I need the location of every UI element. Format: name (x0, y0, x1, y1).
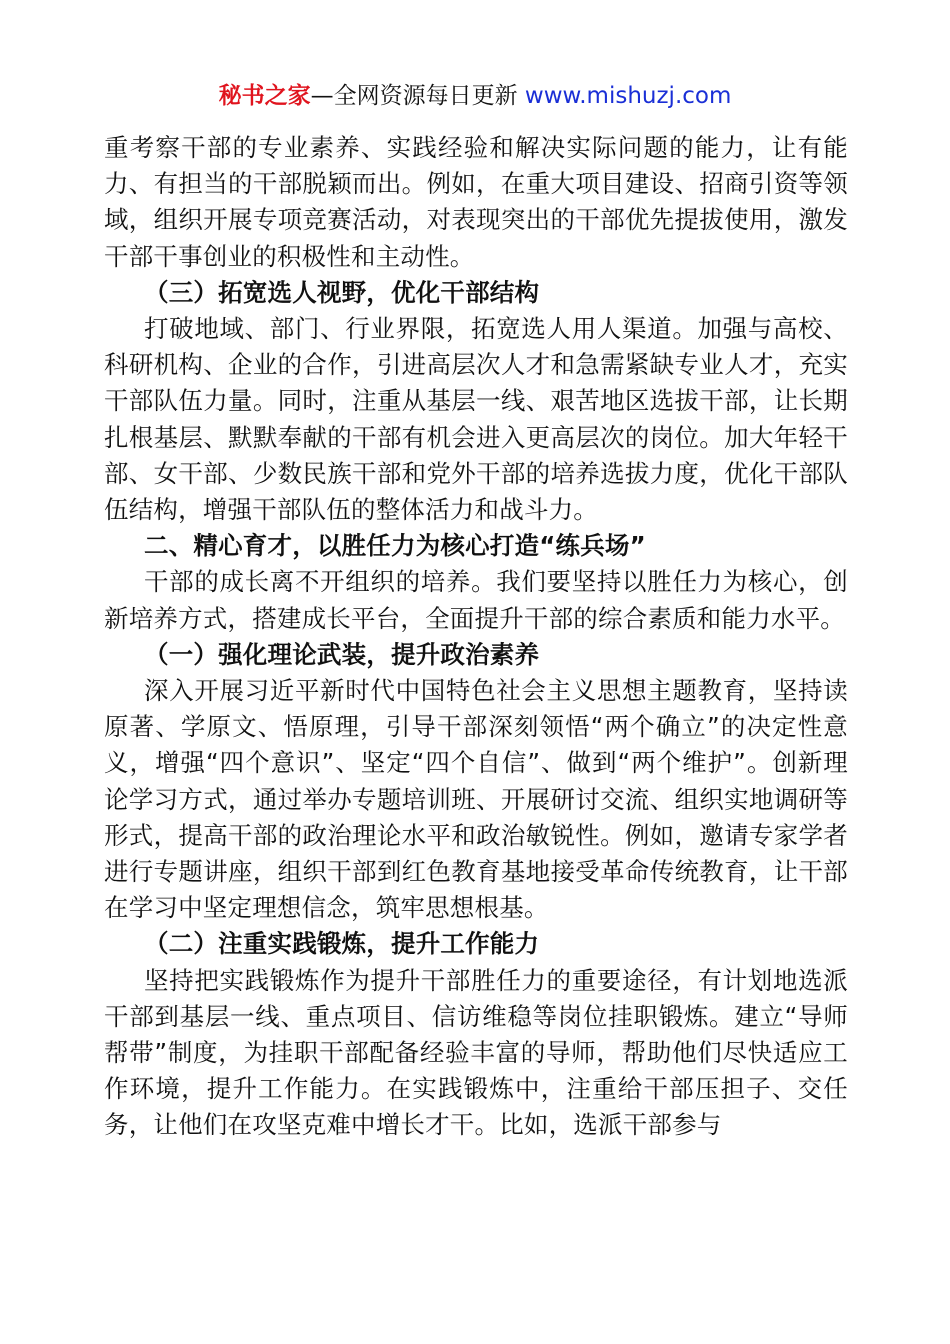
paragraph: 深入开展习近平新时代中国特色社会主义思想主题教育，坚持读原著、学原文、悟原理，引导干部深刻领悟“两个确立”的决定性意义，增强“四个意识”、坚定“四个自信”、做到“两个维护”。创新理论学习方式，通过举办专题培训班、开展研讨交流、组织实地调研等形式，提高干部的政治理论水平和政治敏锐性。例如，邀请专家学者进行专题讲座，组织干部到红色教育基地接受革命传统教育，让干部在学习中坚定理想信念，筑牢思想根基。 (104, 676, 848, 923)
site-brand[interactable]: 秘书之家 (218, 83, 311, 109)
paragraph: 干部的成长离不开组织的培养。我们要坚持以胜任力为核心，创新培养方式，搭建成长平台，全面提升干部的综合素质和能力水平。 (104, 567, 848, 633)
chapter-heading: 二、精心育才，以胜任力为核心打造“练兵场” (144, 531, 646, 561)
document-body (104, 130, 848, 1144)
section-heading: （二）注重实践锻炼，提升工作能力 (144, 929, 540, 959)
site-url-link[interactable]: www.mishuzj.com (524, 83, 732, 109)
site-tagline: —全网资源每日更新 (310, 83, 525, 109)
paragraph: 坚持把实践锻炼作为提升干部胜任力的重要途径，有计划地选派干部到基层一线、重点项目、信访维稳等岗位挂职锻炼。建立“导师帮带”制度，为挂职干部配备经验丰富的导师，帮助他们尽快适应工作环境，提升工作能力。在实践锻炼中，注重给干部压担子、交任务，让他们在攻坚克难中增长才干。比如，选派干部参与 (104, 965, 848, 1140)
section-heading: （三）拓宽选人视野，优化干部结构 (144, 277, 540, 307)
paragraph-continued: 重考察干部的专业素养、实践经验和解决实际问题的能力，让有能力、有担当的干部脱颖而出。例如，在重大项目建设、招商引资等领域，组织开展专项竞赛活动，对表现突出的干部优先提拔使用，激发干部干事创业的积极性和主动性。 (104, 133, 848, 271)
paragraph: 打破地域、部门、行业界限，拓宽选人用人渠道。加强与高校、科研机构、企业的合作，引进高层次人才和急需紧缺专业人才，充实干部队伍力量。同时，注重从基层一线、艰苦地区选拔干部，让长期扎根基层、默默奉献的干部有机会进入更高层次的岗位。加大年轻干部、女干部、少数民族干部和党外干部的培养选拔力度，优化干部队伍结构，增强干部队伍的整体活力和战斗力。 (104, 314, 848, 525)
section-heading: （一）强化理论武装，提升政治素养 (144, 639, 540, 669)
page-header (0, 80, 950, 112)
